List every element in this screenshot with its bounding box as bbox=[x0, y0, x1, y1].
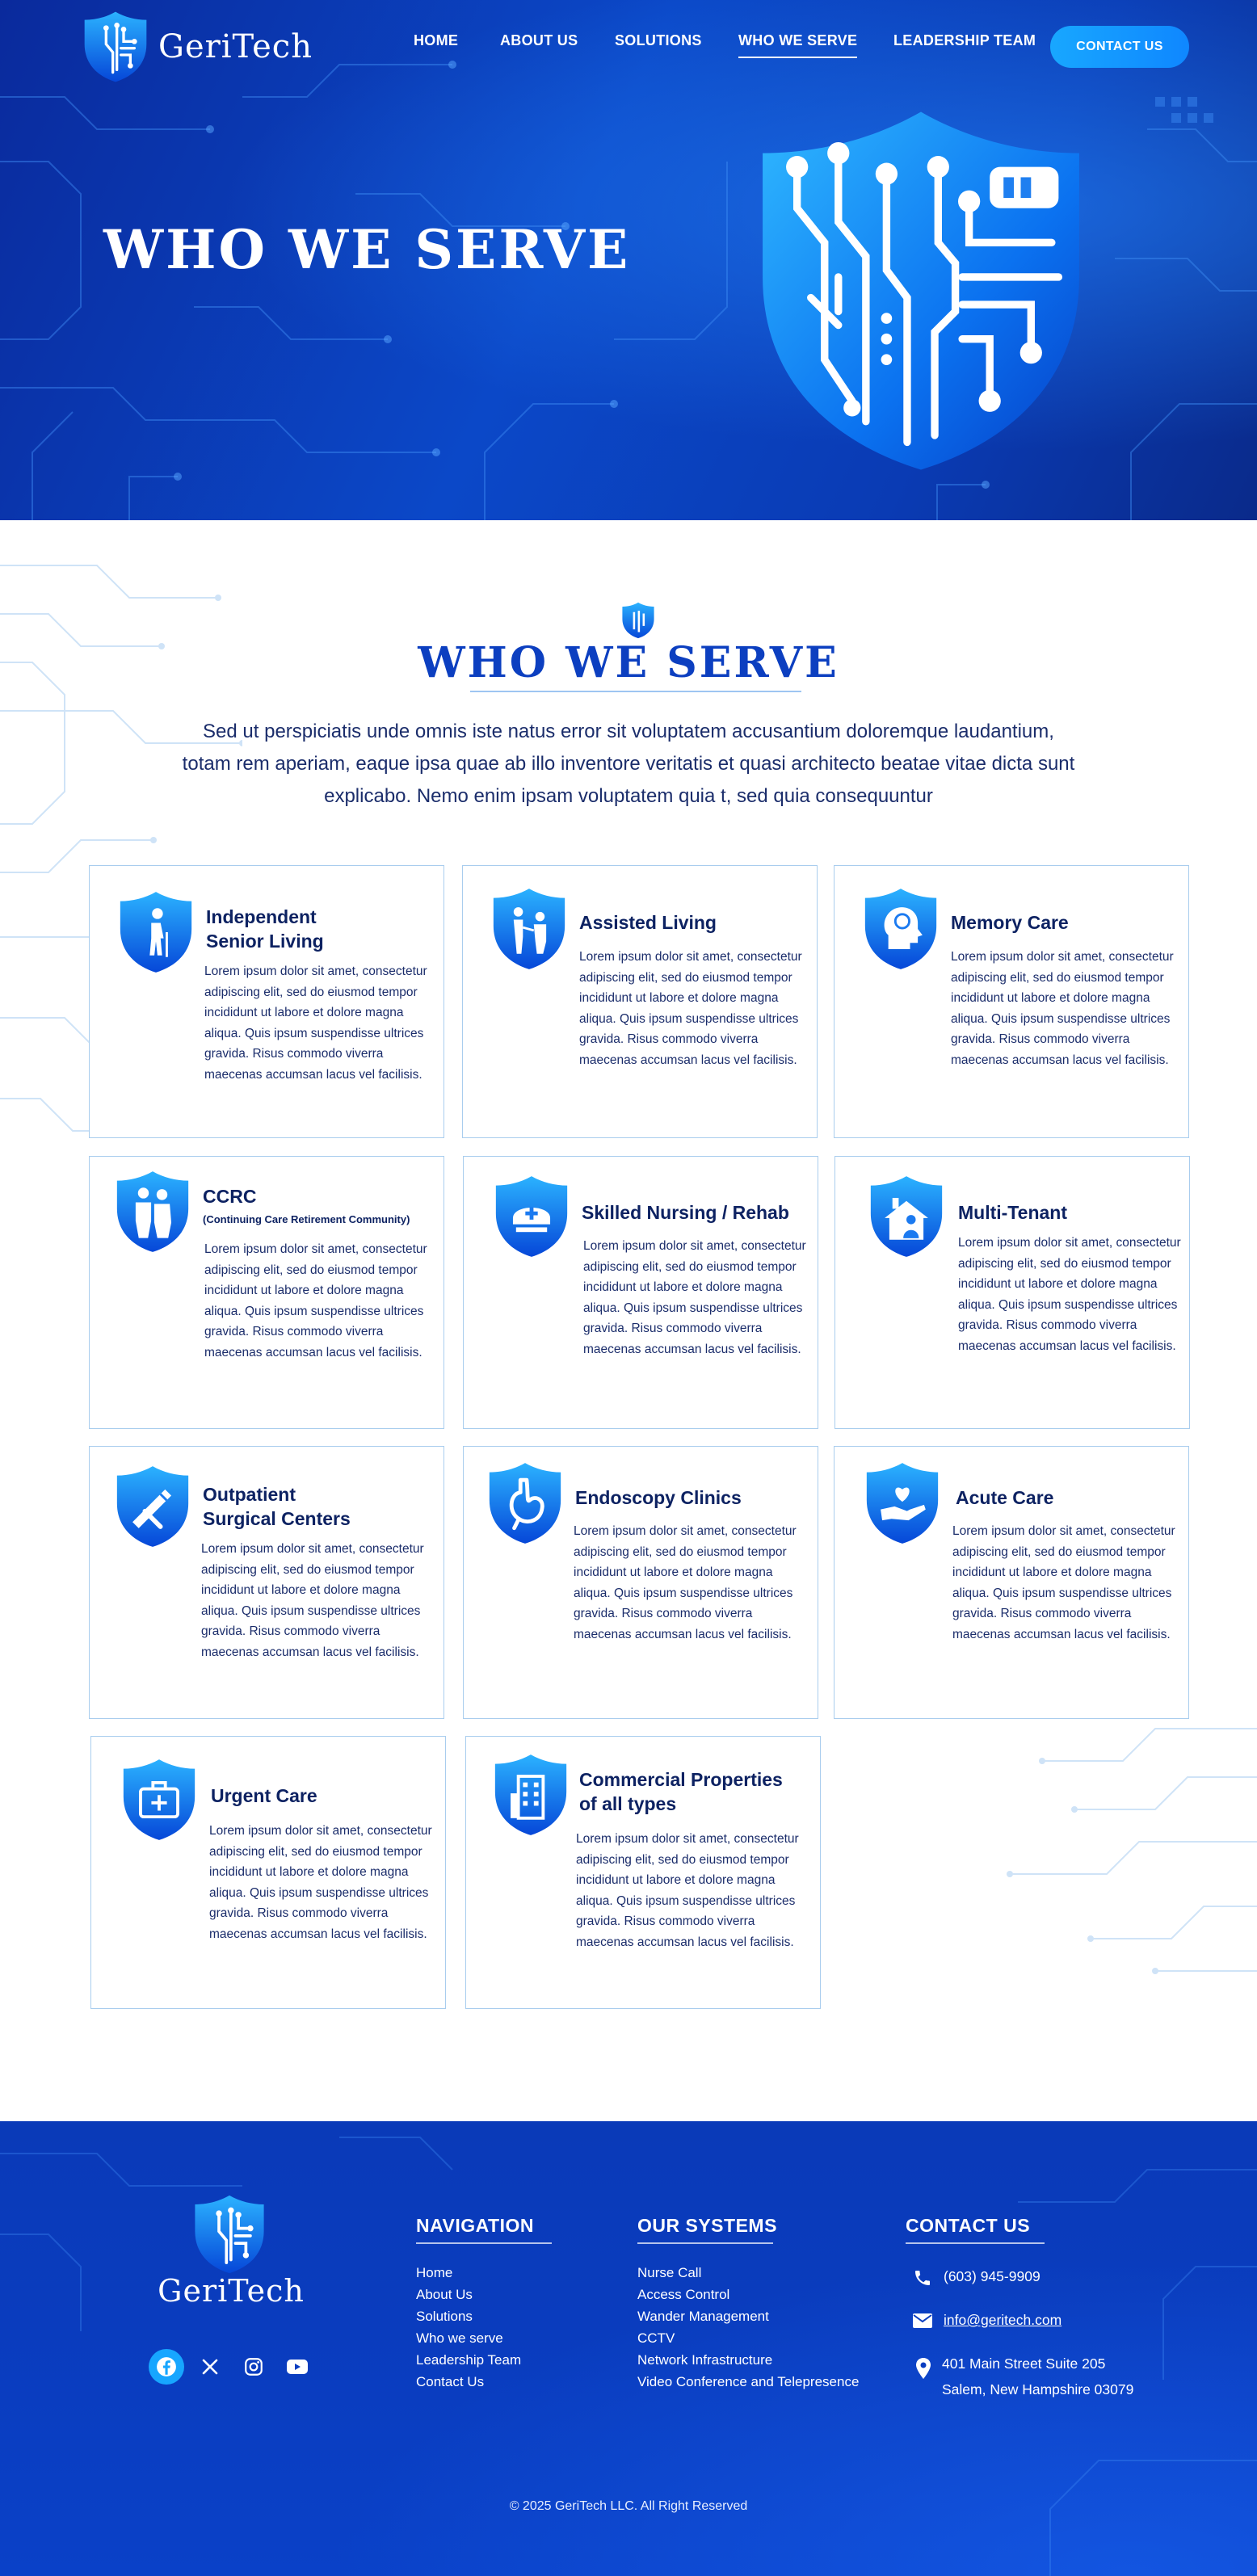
card-memory-care[interactable] bbox=[834, 865, 1189, 1138]
footer-link-cctv[interactable]: CCTV bbox=[637, 2330, 675, 2346]
contact-phone[interactable]: (603) 945-9909 bbox=[944, 2268, 1040, 2284]
phone-icon bbox=[913, 2268, 932, 2288]
card-title: Assisted Living bbox=[579, 912, 717, 933]
footer-link-video-conference[interactable]: Video Conference and Telepresence bbox=[637, 2374, 860, 2389]
footer-link-access-control[interactable]: Access Control bbox=[637, 2287, 730, 2302]
elderly-couple-icon bbox=[114, 1170, 191, 1254]
senior-cane-icon bbox=[117, 890, 195, 974]
card-assisted-living[interactable] bbox=[462, 865, 818, 1138]
nav-who-we-serve[interactable]: WHO WE SERVE bbox=[738, 32, 858, 48]
card-body: Lorem ipsum dolor sit amet, consectetur adipiscing elit, sed do eiusmod tempor incididunt ut labore et dolore magna aliqua. Quis ipsum suspendisse ultrices gravida. Risus commodo viverra maecenas accumsan lacus vel facilisis. bbox=[209, 1824, 432, 1941]
surgical-hand-icon bbox=[114, 1464, 191, 1549]
card-body: Lorem ipsum dolor sit amet, consectetur adipiscing elit, sed do eiusmod tempor incididunt ut labore et dolore magna aliqua. Quis ipsum suspendisse ultrices gravida. Risus commodo viverra maecenas accumsan lacus vel facilisis. bbox=[576, 1832, 799, 1949]
contact-address-line1: 401 Main Street Suite 205 bbox=[942, 2355, 1106, 2372]
card-title: Skilled Nursing / Rehab bbox=[582, 1202, 789, 1223]
footer-logo-icon[interactable] bbox=[187, 2194, 271, 2275]
card-title: Commercial Properties of all types bbox=[579, 1769, 783, 1814]
card-body: Lorem ipsum dolor sit amet, consectetur adipiscing elit, sed do eiusmod tempor incididunt ut labore et dolore magna aliqua. Quis ipsum suspendisse ultrices gravida. Risus commodo viverra maecenas accumsan lacus vel facilisis. bbox=[958, 1236, 1181, 1353]
card-title: CCRC bbox=[203, 1186, 257, 1207]
card-body: Lorem ipsum dolor sit amet, consectetur adipiscing elit, sed do eiusmod tempor incididunt ut labore et dolore magna aliqua. Quis ipsum suspendisse ultrices gravida. Risus commodo viverra maecenas accumsan lacus vel facilisis. bbox=[579, 950, 802, 1067]
card-ccrc[interactable] bbox=[89, 1156, 444, 1429]
footer-nav-underline bbox=[416, 2242, 552, 2244]
card-body: Lorem ipsum dolor sit amet, consectetur adipiscing elit, sed do eiusmod tempor incididunt ut labore et dolore magna aliqua. Quis ipsum suspendisse ultrices gravida. Risus commodo viverra maecenas accumsan lacus vel facilisis. bbox=[951, 950, 1174, 1067]
card-subtitle: (Continuing Care Retirement Community) bbox=[203, 1213, 410, 1225]
hero-banner bbox=[0, 0, 1257, 520]
brain-head-icon bbox=[862, 887, 940, 971]
nav-solutions[interactable]: SOLUTIONS bbox=[615, 32, 702, 48]
email-icon bbox=[912, 2312, 933, 2330]
footer-brand-name: GeriTech bbox=[158, 2273, 305, 2309]
card-title: Multi-Tenant bbox=[958, 1202, 1067, 1223]
card-outpatient-surgical-centers[interactable] bbox=[89, 1446, 444, 1719]
footer-link-home[interactable]: Home bbox=[416, 2265, 453, 2280]
card-body: Lorem ipsum dolor sit amet, consectetur adipiscing elit, sed do eiusmod tempor incididunt ut labore et dolore magna aliqua. Quis ipsum suspendisse ultrices gravida. Risus commodo viverra maecenas accumsan lacus vel facilisis. bbox=[574, 1524, 797, 1641]
shield-circuit-logo-icon bbox=[79, 11, 152, 83]
medical-kit-icon bbox=[120, 1758, 198, 1842]
footer-systems-underline bbox=[637, 2242, 773, 2244]
card-skilled-nursing-rehab[interactable] bbox=[463, 1156, 818, 1429]
footer-link-contact-us[interactable]: Contact Us bbox=[416, 2374, 485, 2389]
card-body: Lorem ipsum dolor sit amet, consectetur adipiscing elit, sed do eiusmod tempor incididunt ut labore et dolore magna aliqua. Quis ipsum suspendisse ultrices gravida. Risus commodo viverra maecenas accumsan lacus vel facilisis. bbox=[952, 1524, 1175, 1641]
building-icon bbox=[492, 1753, 570, 1837]
brand-logo[interactable] bbox=[79, 11, 346, 82]
circuit-shield-icon bbox=[739, 105, 1103, 477]
youtube-icon[interactable] bbox=[280, 2349, 315, 2385]
instagram-icon[interactable] bbox=[236, 2349, 271, 2385]
footer-contact-underline bbox=[906, 2242, 1045, 2244]
facebook-icon[interactable] bbox=[149, 2349, 184, 2385]
brand-name: GeriTech bbox=[158, 28, 313, 65]
nav-about-us[interactable]: ABOUT US bbox=[500, 32, 578, 48]
nav-home[interactable]: HOME bbox=[414, 32, 459, 48]
card-title: Outpatient Surgical Centers bbox=[203, 1484, 351, 1529]
small-shield-icon bbox=[620, 602, 656, 639]
card-body: Lorem ipsum dolor sit amet, consectetur adipiscing elit, sed do eiusmod tempor incididunt ut labore et dolore magna aliqua. Quis ipsum suspendisse ultrices gravida. Risus commodo viverra maecenas accumsan lacus vel facilisis. bbox=[204, 1242, 427, 1359]
contact-us-button[interactable]: CONTACT US bbox=[1050, 26, 1189, 68]
hero-title: WHO WE SERVE bbox=[103, 218, 631, 281]
footer-link-network-infrastructure[interactable]: Network Infrastructure bbox=[637, 2352, 773, 2368]
card-multi-tenant[interactable] bbox=[834, 1156, 1190, 1429]
nurse-cap-icon bbox=[493, 1175, 570, 1259]
footer-systems-title: OUR SYSTEMS bbox=[637, 2215, 777, 2236]
card-title: Memory Care bbox=[951, 912, 1069, 933]
site-footer bbox=[0, 2121, 1257, 2576]
copyright-text: © 2025 GeriTech LLC. All Right Reserved bbox=[509, 2499, 748, 2513]
card-title: Acute Care bbox=[956, 1487, 1054, 1508]
card-body: Lorem ipsum dolor sit amet, consectetur adipiscing elit, sed do eiusmod tempor incididunt ut labore et dolore magna aliqua. Quis ipsum suspendisse ultrices gravida. Risus commodo viverra maecenas accumsan lacus vel facilisis. bbox=[204, 964, 427, 1082]
footer-link-about-us[interactable]: About Us bbox=[416, 2287, 473, 2302]
card-title: Independent Senior Living bbox=[206, 906, 324, 952]
title-underline bbox=[470, 691, 801, 692]
intro-paragraph: Sed ut perspiciatis unde omnis iste natus error sit voluptatem accusantium doloremque laudantium, totam rem aperiam, eaque ipsa quae ab illo inventore veritatis et quasi architecto beatae vitae dicta sunt explicabo. Nemo enim ipsam voluptatem quia t, sed quia consequuntur bbox=[182, 721, 1075, 807]
card-title: Urgent Care bbox=[211, 1785, 317, 1806]
x-icon[interactable] bbox=[192, 2349, 228, 2385]
footer-link-leadership-team[interactable]: Leadership Team bbox=[416, 2352, 522, 2368]
care-hand-icon bbox=[864, 1461, 941, 1545]
house-people-icon bbox=[868, 1175, 945, 1259]
stomach-icon bbox=[486, 1461, 564, 1545]
top-navigation bbox=[0, 0, 1257, 94]
nav-leadership-team[interactable]: LEADERSHIP TEAM bbox=[893, 32, 1036, 48]
card-endoscopy-clinics[interactable] bbox=[463, 1446, 818, 1719]
card-urgent-care[interactable] bbox=[90, 1736, 446, 2009]
footer-link-who-we-serve[interactable]: Who we serve bbox=[416, 2330, 503, 2346]
footer-nav-title: NAVIGATION bbox=[416, 2215, 534, 2236]
footer-link-solutions[interactable]: Solutions bbox=[416, 2309, 473, 2324]
section-title: WHO WE SERVE bbox=[418, 638, 839, 687]
card-title: Endoscopy Clinics bbox=[575, 1487, 742, 1508]
card-body: Lorem ipsum dolor sit amet, consectetur adipiscing elit, sed do eiusmod tempor incididunt ut labore et dolore magna aliqua. Quis ipsum suspendisse ultrices gravida. Risus commodo viverra maecenas accumsan lacus vel facilisis. bbox=[201, 1542, 424, 1659]
footer-link-nurse-call[interactable]: Nurse Call bbox=[637, 2265, 702, 2280]
assisted-people-icon bbox=[490, 887, 568, 971]
circuit-decoration-right bbox=[994, 1712, 1257, 2003]
contact-address-line2: Salem, New Hampshire 03079 bbox=[942, 2381, 1134, 2397]
location-pin-icon bbox=[915, 2357, 931, 2380]
card-independent-senior-living[interactable] bbox=[89, 865, 444, 1138]
card-body: Lorem ipsum dolor sit amet, consectetur adipiscing elit, sed do eiusmod tempor incididunt ut labore et dolore magna aliqua. Quis ipsum suspendisse ultrices gravida. Risus commodo viverra maecenas accumsan lacus vel facilisis. bbox=[583, 1239, 806, 1356]
card-acute-care[interactable] bbox=[834, 1446, 1189, 1719]
card-commercial-properties[interactable] bbox=[465, 1736, 821, 2009]
footer-contact-title: CONTACT US bbox=[906, 2215, 1031, 2236]
footer-link-wander-management[interactable]: Wander Management bbox=[637, 2309, 769, 2324]
contact-email[interactable]: info@geritech.com bbox=[944, 2312, 1062, 2328]
